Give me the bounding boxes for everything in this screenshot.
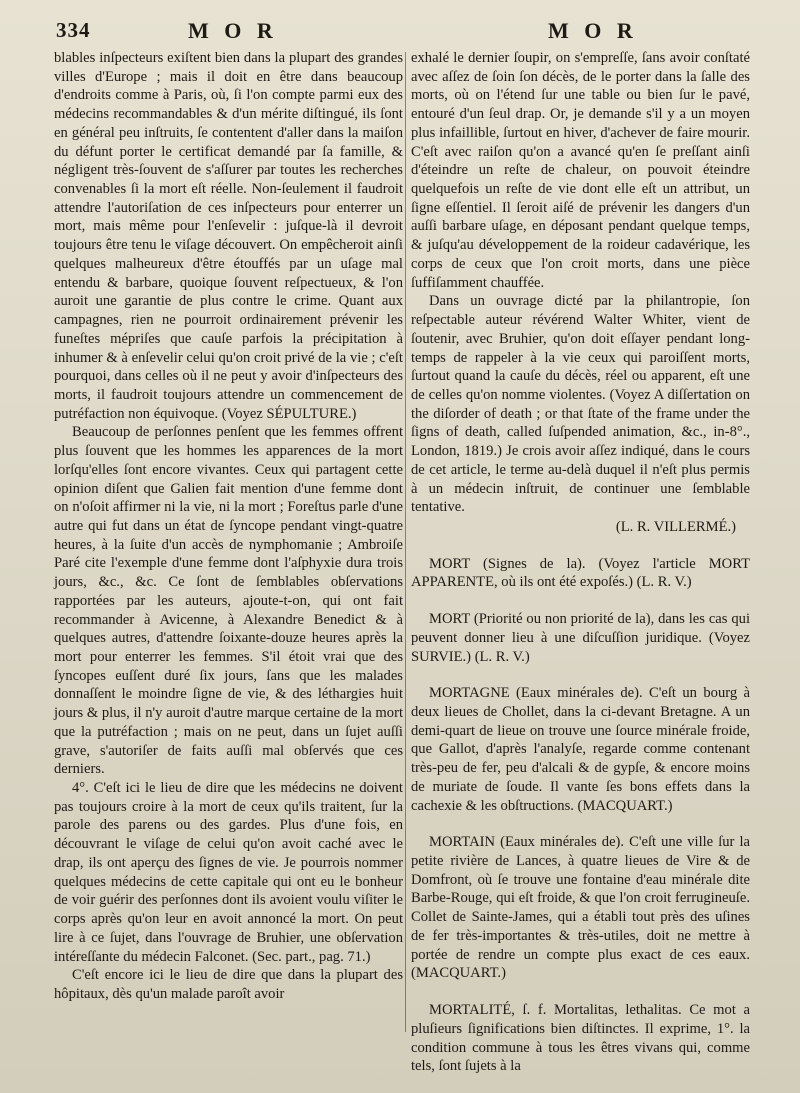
entry-mortalite: MORTALITÉ, ſ. f. Mortalitas, lethalitas. Ce mot a pluſieurs ſignifications bien diſtinctes. Il exprime, 1°. la condition commune à tous les êtres vivans qui, comme tels, ſont ſujets à la bbox=[411, 1002, 750, 1075]
column-divider bbox=[405, 52, 406, 1032]
paragraph-whiter: Dans un ouvrage dicté par la philantropie, ſon reſpectable auteur révérend Walter Whiter, vient de ſoutenir, avec Bruhier, qu'on doit eſſayer pendant long-temps de rappeler à la vie ceux qui paroiſſent morts, ſurtout quand la cauſe du décès, réel ou apparent, eſt une de celles qu'on nomme violentes. (Voyez A diſſertation on the diſorder of death ; or that ſtate of the frame under the ſigns of death, called ſuſpended animation, &c., in-8°., London, 1819.) Je crois avoir aſſez indiqué, dans le cours de cet article, le terme au-delà duquel il n'eſt plus permis à un médecin inſtruit, de continuer une ſemblable tentative. bbox=[411, 293, 750, 516]
entry-mort-signes: MORT (Signes de la). (Voyez l'article MORT APPARENTE, où ils ont été expoſés.) (L. R. V.) bbox=[411, 555, 750, 591]
page-number: 334 bbox=[56, 18, 91, 42]
entry-mortagne: MORTAGNE (Eaux minérales de). C'eſt un bourg à deux lieues de Chollet, dans la ci-devant Bretagne. A un demi-quart de lieue on trouve une ſource minérale froide, que Gallot, d'après l'analyſe, regarde comme contenant très-peu de fer, peu d'alcali & de gypſe, & encore moins de muriate de ſoude. Il vante ſes bons effets dans la cachexie & les obſtructions. (MACQUART.) bbox=[411, 685, 750, 814]
entry-mortain: MORTAIN (Eaux minérales de). C'eſt une ville ſur la petite rivière de Lances, à quatre lieues de Vire & de Domfront, où ſe trouve une fontaine d'eau minérale dite Barbe-Rouge, qui eſt froide, & que l'on croit ferrugineuſe. Collet de Sainte-James, qui a établi tout près des uſines de fer très-importantes & très-utiles, doit ne mettre à portée de rendre un compte plus exact de ces eaux. (MACQUART.) bbox=[411, 834, 750, 982]
signature-villerme: (L. R. VILLERMÉ.) bbox=[615, 518, 736, 535]
running-head-right: M O R bbox=[548, 18, 638, 43]
entry-mort-priorite: MORT (Priorité ou non priorité de la), dans les cas qui peuvent donner lieu à une diſcuſſion juridique. (Voyez SURVIE.) (L. R. V.) bbox=[411, 611, 750, 665]
paragraph-inspecteurs: blables inſpecteurs exiſtent bien dans la plupart des grandes villes d'Europe ; mais il doit en être dans beaucoup d'endroits comme à Paris, où, ſi l'on compte parmi eux des médecins recommandables & d'un mérite diſtingué, ils ſont en général peu inſtruits, ſe contentent d'aller dans la maiſon du défunt porter le certificat demandé par ſa famille, & négligent très-ſouvent de s'aſſurer par toutes les recherches convenables ſi la mort eſt réelle. Non-ſeulement il faudroit attendre l'autoriſation de ces inſpecteurs pour enterrer un mort, mais même pour l'enſevelir : juſque-là il devroit toujours être tenu le viſage découvert. On empêcheroit ainſi quelques malheureux d'être étouffés par un uſage mal entendu & barbare, quoique ſouvent reſpectueux, & l'on auroit une garantie de plus contre le crime. Quant aux campagnes, rien ne pourroit ordinairement prévenir les funeſtes mépriſes que cauſe parfois la précipitation à inhumer & à enſevelir celui qu'on croit privé de la vie ; c'eſt pourquoi, dans celles où il ne peut y avoir d'inſpecteurs des morts, il faudroit toujours attendre un commencement de putréfaction non équivoque. (Voyez SÉPULTURE.) bbox=[54, 50, 403, 422]
paragraph-hopitaux: C'eſt encore ici le lieu de dire que dans la plupart des hôpitaux, dès qu'un malade paroît avoir bbox=[54, 967, 403, 1002]
running-head-left: M O R bbox=[188, 18, 278, 43]
paragraph-salle-des-morts: exhalé le dernier ſoupir, on s'empreſſe, ſans avoir conſtaté avec aſſez de ſoin ſon décès, de le porter dans la ſalle des morts, où on l'étend ſur une table ou bien ſur le pavé, entouré d'un ſeul drap. Or, je demande s'il y a un moyen plus infaillible, ſurtout en hiver, d'achever de faire mourir. C'eſt avec raiſon qu'on a avancé qu'en ſe preſſant ainſi d'éteindre un reſte de chaleur, on pouvoit éteindre quelquefois un reſte de vie dont elle eſt un attribut, un ſigne eſſentiel. Il ſeroit aiſé de prévenir les dangers d'un auſſi barbare uſage, en déposant pendant quelque temps, & juſqu'au développement de la roideur cadavérique, les corps de ceux que l'on croit morts, dans une pièce ſuffiſamment chauffée. bbox=[411, 50, 750, 291]
left-column bbox=[54, 49, 403, 1004]
right-column bbox=[411, 49, 750, 1076]
paragraph-medecins: 4°. C'eſt ici le lieu de dire que les médecins ne doivent pas toujours croire à la mort de ceux qu'ils traitent, ſur la parole des parens ou des gardes. Plus d'une fois, en découvrant le viſage de celui qu'on avoit caché avec le drap, ils ont aperçu des ſignes de vie. Je pourrois nommer quelques médecins de cette capitale qui ont eu le bonheur de voir guérir des perſonnes dont ils avoient voulu viſiter le corps après qu'on leur en avoit annoncé la mort. On peut lire à ce ſujet, dans l'ouvrage de Bruhier, une obſervation intéreſſante du médecin Falconet. (Sec. part., pag. 71.) bbox=[54, 780, 403, 965]
paragraph-femmes: Beaucoup de perſonnes penſent que les femmes offrent plus ſouvent que les hommes les apparences de la mort lorſqu'elles ſont encore vivantes. Ceux qui partagent cette opinion diſent que Galien fait mention d'une femme dont on n'oſoit affirmer ni la vie, ni la mort ; Foreſtus parle d'une autre qui fut dans un état de ſyncope pendant vingt-quatre heures, à la ſuite d'un accès de nymphomanie ; Ambroiſe Paré cite l'exemple d'une femme dont l'aſphyxie dura trois jours, &c., &c. Ce ſont de ſemblables obſervations rapportées par les auteurs, ajoute-t-on, qui ont fait recommander à Avicenne, à Alexandre Benedict & à quelques autres, d'attendre ſoixante-douze heures après la mort pour enterrer les femmes. S'il étoit vrai que des ſyncopes euſſent duré ſix jours, ſans que les malades donnaſſent le moindre ſigne de vie, & des léthargies huit jours & plus, il n'y auroit d'autre marque certaine de la mort que la putréfaction ; mais on ne peut, dans un ſujet auſſi grave, s'autoriſer de faits auſſi mal obſervés que ces derniers. bbox=[54, 424, 403, 778]
